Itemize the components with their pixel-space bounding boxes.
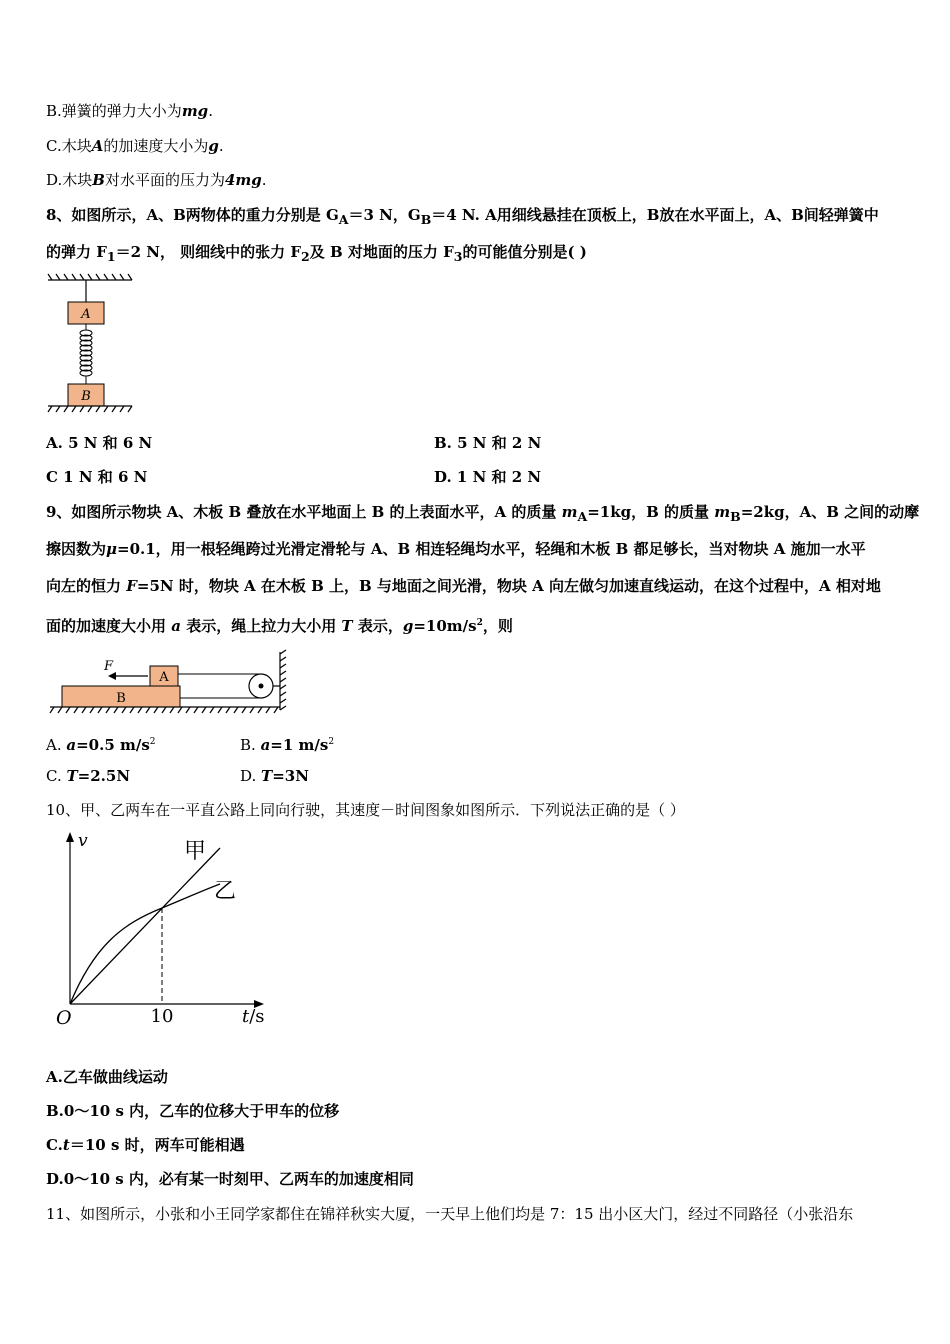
- block-a-label: A: [81, 307, 91, 322]
- q8-option-b: B. 5 N 和 2 N: [434, 434, 542, 452]
- q9-option-b: B. a=1 $m/s^2$: [240, 736, 335, 754]
- curve-yi: [70, 884, 220, 1004]
- q8-option-c: C 1 N 和 6 N: [46, 468, 148, 486]
- q11-stem: 11、如图所示，小张和小王同学家都住在锦祥秋实大厦，一天早上他们均是 7：15 出小区大门，经过不同路径（小张沿东: [46, 1205, 854, 1223]
- y-axis-arrow: [66, 832, 74, 842]
- line-jia-label: 甲: [184, 839, 207, 864]
- block-b-label: B: [81, 389, 91, 404]
- q9-stem-line2: 擦因数为μ=0.1，用一根轻绳跨过光滑定滑轮与 A、B 相连轻绳均水平，轻绳和木板 B 都足够长，当对物块 A 施加一水平: [46, 540, 866, 558]
- q9-option-d: D. T=3N: [240, 767, 309, 785]
- ceiling: [48, 274, 132, 280]
- q9-stem-line3: 向左的恒力 F=5N 时，物块 A 在木板 B 上，B 与地面之间光滑，物块 A 向左做匀加速直线运动，在这个过程中，A 相对地: [46, 577, 881, 595]
- spring: [80, 324, 92, 384]
- pulley-axle: [259, 684, 264, 689]
- origin-label: O: [56, 1007, 72, 1029]
- ground: [50, 707, 280, 713]
- q9-stem-line4: 面的加速度大小用 a 表示，绳上拉力大小用 T 表示，$g=10m/s^2$，则: [46, 617, 513, 635]
- q8-stem-line1: 8、如图所示，A、B两物体的重力分别是 $G_A=3$ N，$G_B=4$ N. A用细线悬挂在顶板上，B放在水平面上，A、B间轻弹簧中: [46, 206, 879, 227]
- q10-option-a: A.乙车做曲线运动: [46, 1068, 168, 1086]
- q10-vt-graph: [48, 828, 278, 1032]
- q7-option-d: D.木块B对水平面的压力为4mg.: [46, 171, 267, 189]
- q8-option-d: D. 1 N 和 2 N: [434, 468, 542, 486]
- line-jia: [70, 848, 220, 1004]
- x-axis-label: t/s: [242, 1006, 265, 1027]
- wall: [280, 650, 286, 710]
- x-tick-10: 10: [150, 1006, 174, 1027]
- block-a-label: A: [159, 670, 169, 685]
- q7-option-b: B.弹簧的弹力大小为mg.: [46, 102, 213, 120]
- q9-option-a: A. a=0.5 $m/s^2$: [46, 736, 156, 754]
- q8-spring-figure: [44, 272, 136, 418]
- q8-stem-line2: 的弹力 $F_1=2$ N， 则细线中的张力 $F_2$及 B 对地面的压力 $F_3$的可能值分别是( ): [46, 243, 587, 264]
- q8-option-a: A. 5 N 和 6 N: [46, 434, 153, 452]
- ground: [48, 406, 132, 412]
- q9-stem-line1: 9、如图所示物块 A、木板 B 叠放在水平地面上 B 的上表面水平，A 的质量 $m_A=1kg$，B 的质量 $m_B=2kg$，A、B 之间的动摩: [46, 503, 920, 524]
- board-b-label: B: [116, 691, 126, 706]
- q7-option-c: C.木块A的加速度大小为g.: [46, 137, 224, 155]
- q10-stem: 10、甲、乙两车在一平直公路上同向行驶，其速度－时间图象如图所示．下列说法正确的是（ ）: [46, 801, 685, 819]
- force-label: F: [104, 659, 114, 674]
- y-axis-label: v: [78, 831, 88, 851]
- q9-option-c: C. T=2.5N: [46, 767, 131, 785]
- q9-pulley-figure: [46, 648, 296, 720]
- q10-option-b: B.0～10 s 内，乙车的位移大于甲车的位移: [46, 1102, 340, 1120]
- q10-option-c: C.t＝10 s 时，两车可能相遇: [46, 1136, 245, 1154]
- q10-option-d: D.0～10 s 内，必有某一时刻甲、乙两车的加速度相同: [46, 1170, 414, 1188]
- curve-yi-label: 乙: [214, 879, 237, 904]
